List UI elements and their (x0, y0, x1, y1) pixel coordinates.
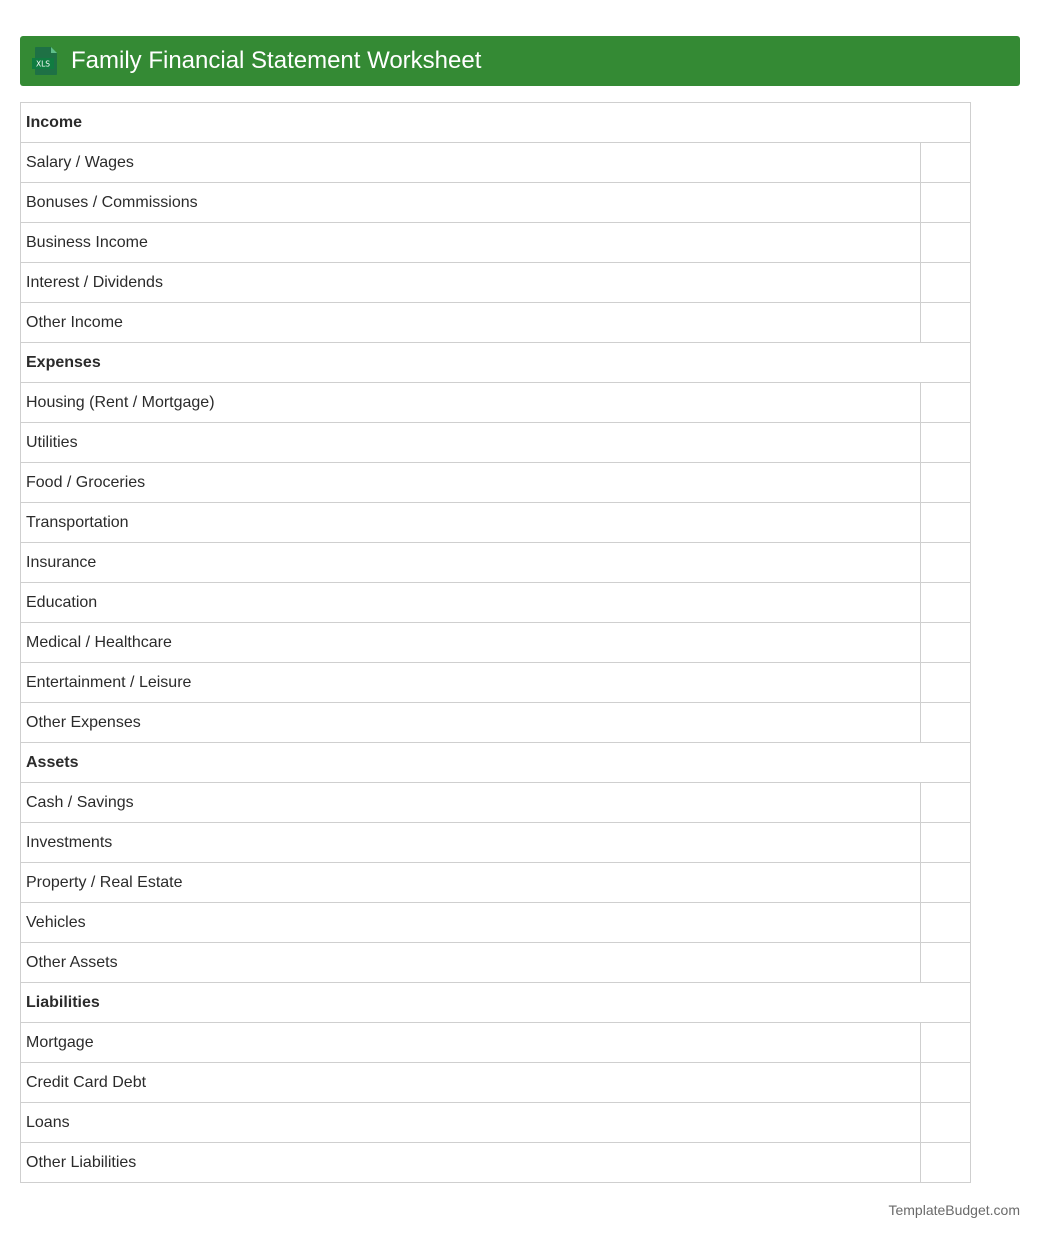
line-item-label: Housing (Rent / Mortgage) (21, 383, 921, 423)
table-row (21, 223, 971, 263)
table-row (21, 1063, 971, 1103)
table-row (21, 463, 971, 503)
table-row (21, 423, 971, 463)
title-bar (20, 36, 1020, 86)
line-item-label: Interest / Dividends (21, 263, 921, 303)
table-row (21, 1103, 971, 1143)
amount-cell[interactable] (921, 623, 971, 663)
amount-cell[interactable] (921, 783, 971, 823)
section-header-income (21, 103, 971, 143)
section-title: Liabilities (21, 983, 971, 1023)
amount-cell[interactable] (921, 1023, 971, 1063)
financial-statement-table (20, 102, 971, 1183)
line-item-label: Insurance (21, 543, 921, 583)
line-item-label: Bonuses / Commissions (21, 183, 921, 223)
table-row (21, 943, 971, 983)
line-item-label: Transportation (21, 503, 921, 543)
table-row (21, 663, 971, 703)
table-row (21, 863, 971, 903)
amount-cell[interactable] (921, 183, 971, 223)
line-item-label: Other Expenses (21, 703, 921, 743)
amount-cell[interactable] (921, 1103, 971, 1143)
amount-cell[interactable] (921, 463, 971, 503)
amount-cell[interactable] (921, 1063, 971, 1103)
line-item-label: Business Income (21, 223, 921, 263)
amount-cell[interactable] (921, 583, 971, 623)
footer-brand: TemplateBudget.com (888, 1202, 1020, 1218)
section-title: Income (21, 103, 971, 143)
line-item-label: Education (21, 583, 921, 623)
amount-cell[interactable] (921, 1143, 971, 1183)
table-row (21, 543, 971, 583)
line-item-label: Entertainment / Leisure (21, 663, 921, 703)
table-row (21, 263, 971, 303)
line-item-label: Mortgage (21, 1023, 921, 1063)
table-row (21, 903, 971, 943)
line-item-label: Salary / Wages (21, 143, 921, 183)
section-title: Expenses (21, 343, 971, 383)
amount-cell[interactable] (921, 863, 971, 903)
amount-cell[interactable] (921, 423, 971, 463)
table-row (21, 1143, 971, 1183)
table-row (21, 143, 971, 183)
section-header-liabilities (21, 983, 971, 1023)
excel-file-icon (32, 46, 60, 76)
table-row (21, 383, 971, 423)
amount-cell[interactable] (921, 303, 971, 343)
amount-cell[interactable] (921, 823, 971, 863)
line-item-label: Other Assets (21, 943, 921, 983)
amount-cell[interactable] (921, 703, 971, 743)
line-item-label: Food / Groceries (21, 463, 921, 503)
amount-cell[interactable] (921, 503, 971, 543)
page-title: Family Financial Statement Worksheet (71, 47, 482, 74)
line-item-label: Utilities (21, 423, 921, 463)
amount-cell[interactable] (921, 143, 971, 183)
amount-cell[interactable] (921, 223, 971, 263)
section-title: Assets (21, 743, 971, 783)
amount-cell[interactable] (921, 383, 971, 423)
section-header-assets (21, 743, 971, 783)
line-item-label: Property / Real Estate (21, 863, 921, 903)
amount-cell[interactable] (921, 543, 971, 583)
table-row (21, 583, 971, 623)
line-item-label: Vehicles (21, 903, 921, 943)
line-item-label: Other Liabilities (21, 1143, 921, 1183)
section-header-expenses (21, 343, 971, 383)
table-row (21, 703, 971, 743)
table-row (21, 183, 971, 223)
line-item-label: Credit Card Debt (21, 1063, 921, 1103)
amount-cell[interactable] (921, 943, 971, 983)
line-item-label: Loans (21, 1103, 921, 1143)
table-row (21, 623, 971, 663)
line-item-label: Medical / Healthcare (21, 623, 921, 663)
amount-cell[interactable] (921, 263, 971, 303)
table-row (21, 303, 971, 343)
table-row (21, 503, 971, 543)
table-row (21, 783, 971, 823)
table-row (21, 1023, 971, 1063)
table-row (21, 823, 971, 863)
amount-cell[interactable] (921, 903, 971, 943)
xls-icon-label: XLS (35, 59, 51, 69)
line-item-label: Cash / Savings (21, 783, 921, 823)
line-item-label: Other Income (21, 303, 921, 343)
amount-cell[interactable] (921, 663, 971, 703)
line-item-label: Investments (21, 823, 921, 863)
